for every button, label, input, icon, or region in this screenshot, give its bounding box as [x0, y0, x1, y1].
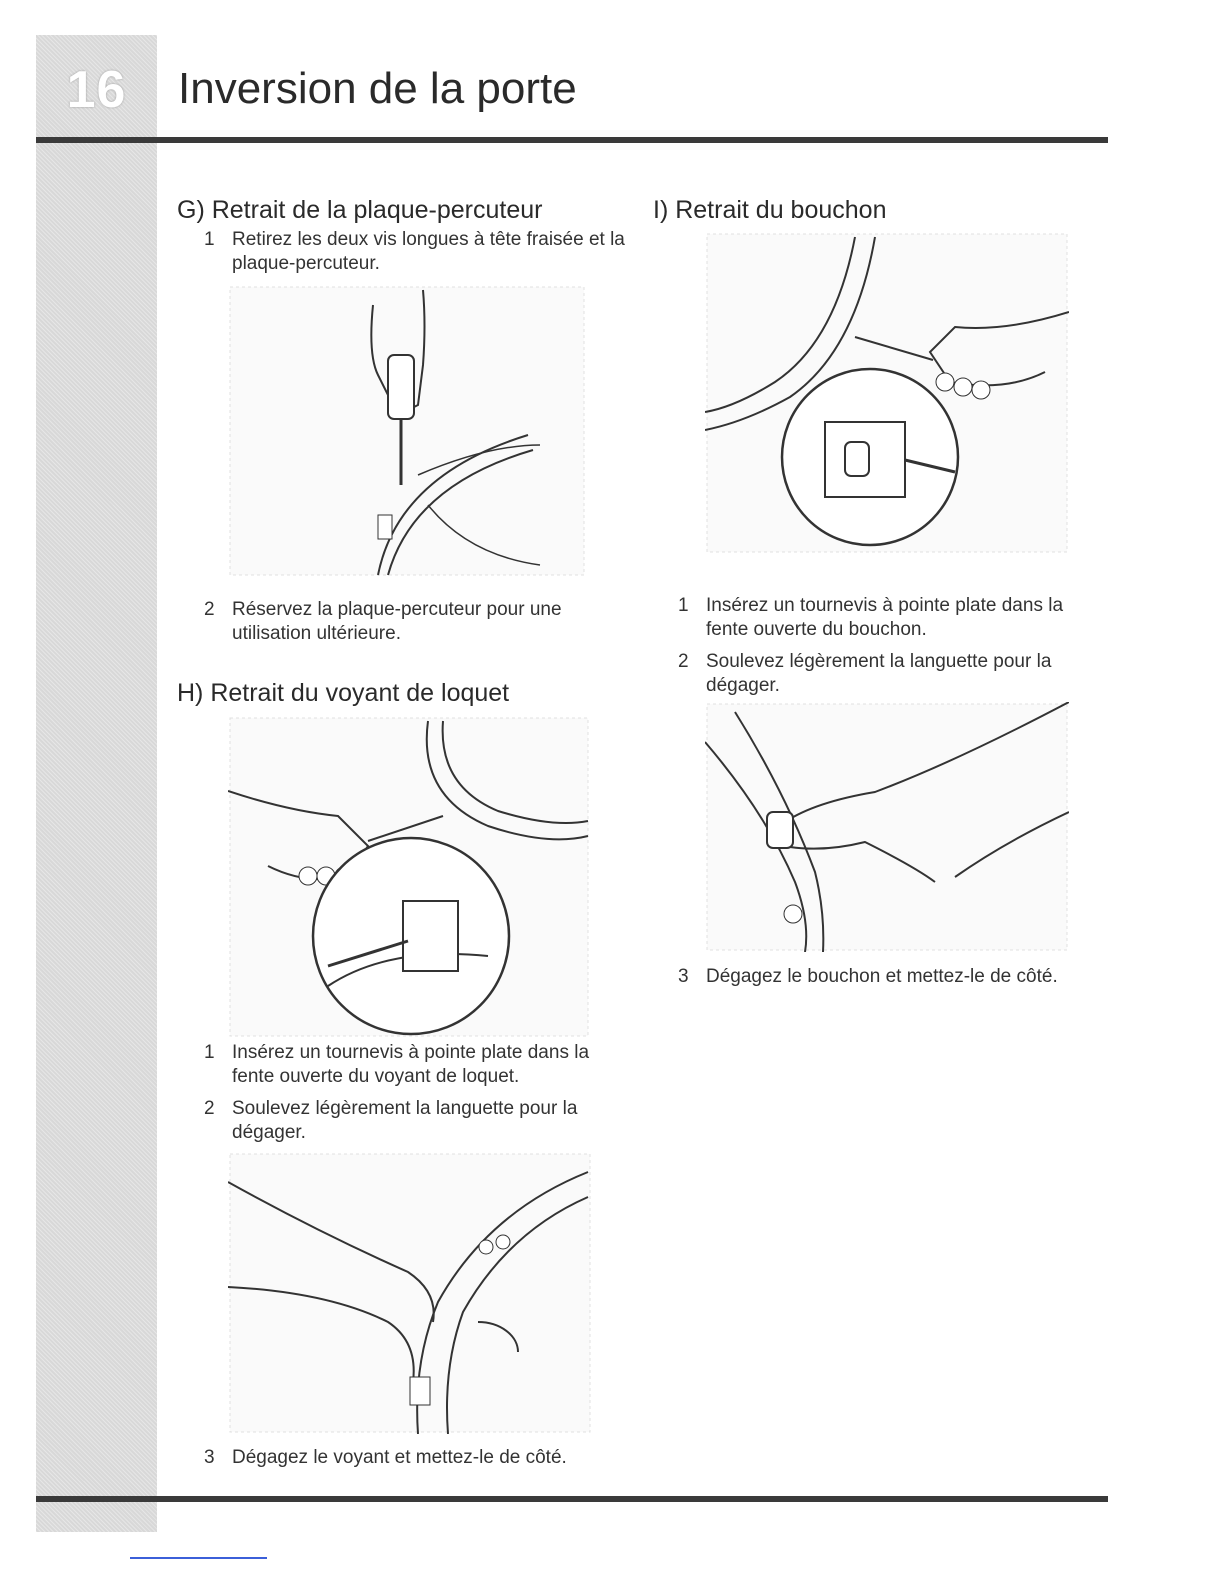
- step-number: 3: [204, 1447, 215, 1468]
- footer-underline-link[interactable]: [130, 1557, 267, 1559]
- bottom-divider: [36, 1496, 1108, 1502]
- plug-release-illustration: [705, 702, 1069, 952]
- step-text: Soulevez légèrement la languette pour la dégager.: [706, 651, 1052, 696]
- page-sidebar: [36, 35, 157, 1532]
- step-text: Soulevez légèrement la languette pour la dégager.: [232, 1098, 578, 1143]
- plug-removal-illustration: [705, 232, 1069, 554]
- step-number: 2: [204, 599, 215, 620]
- step-text: Réservez la plaque-percuteur pour une utilisation ultérieure.: [232, 599, 562, 644]
- step-number: 1: [204, 1042, 215, 1063]
- step-number: 1: [204, 229, 215, 250]
- latch-indicator-removal-illustration: [228, 716, 590, 1038]
- step-number: 2: [678, 651, 689, 672]
- step-number: 2: [204, 1098, 215, 1119]
- page-title: Inversion de la porte: [178, 64, 577, 113]
- latch-indicator-release-illustration: [228, 1152, 592, 1434]
- step-text: Dégagez le bouchon et mettez-le de côté.: [706, 966, 1058, 987]
- section-g-heading: G) Retrait de la plaque-percuteur: [177, 196, 543, 224]
- section-h-heading: H) Retrait du voyant de loquet: [177, 679, 510, 707]
- top-divider: [36, 137, 1108, 143]
- step-text: Insérez un tournevis à pointe plate dans la fente ouverte du bouchon.: [706, 595, 1064, 640]
- page-number: 16: [66, 61, 127, 119]
- section-i-heading: I) Retrait du bouchon: [653, 196, 887, 224]
- step-number: 1: [678, 595, 689, 616]
- striker-plate-removal-illustration: [228, 285, 586, 577]
- step-number: 3: [678, 966, 689, 987]
- step-text: Dégagez le voyant et mettez-le de côté.: [232, 1447, 567, 1468]
- step-text: Retirez les deux vis longues à tête fraisée et la plaque-percuteur.: [232, 229, 625, 274]
- step-text: Insérez un tournevis à pointe plate dans la fente ouverte du voyant de loquet.: [232, 1042, 590, 1087]
